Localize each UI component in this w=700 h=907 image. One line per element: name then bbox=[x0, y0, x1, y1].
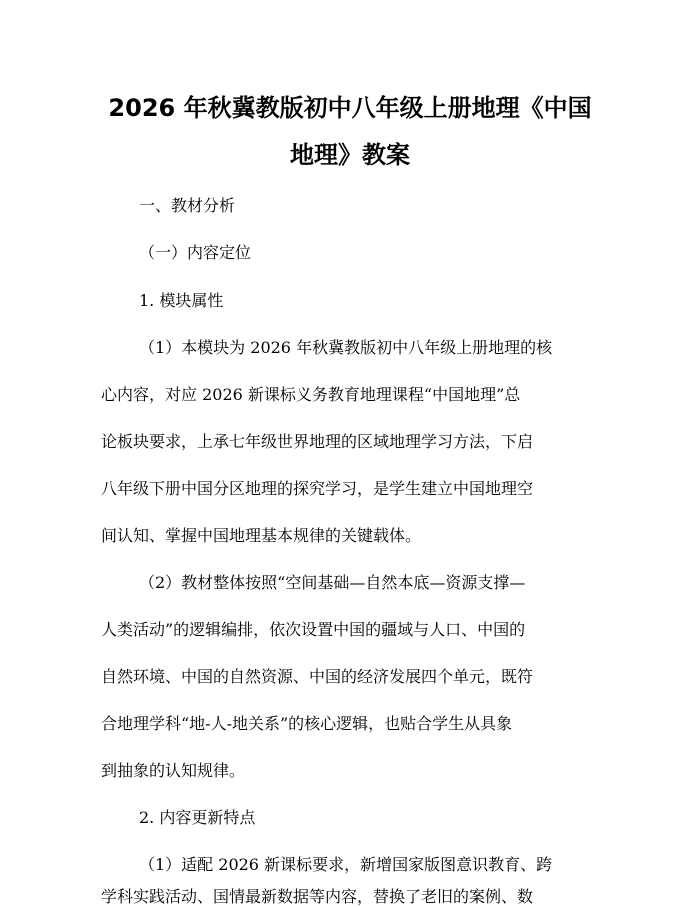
paragraph-1-line: 间认知、掌握中国地理基本规律的关键载体。 bbox=[101, 526, 422, 545]
paragraph-3-line: 学科实践活动、国情最新数据等内容，替换了老旧的案例、数 bbox=[101, 887, 534, 906]
paragraph-2-line: 合地理学科“地-人-地关系”的核心逻辑，也贴合学生从具象 bbox=[101, 714, 513, 733]
paragraph-1-line: （1）本模块为 2026 年秋冀教版初中八年级上册地理的核 bbox=[139, 338, 553, 357]
document-title-line-2: 地理》教案 bbox=[290, 141, 410, 169]
item-heading-content-update-features: 2. 内容更新特点 bbox=[139, 808, 256, 827]
paragraph-1-line: 论板块要求，上承七年级世界地理的区域地理学习方法，下启 bbox=[101, 432, 534, 451]
paragraph-2-line: 到抽象的认知规律。 bbox=[101, 761, 246, 780]
subsection-heading-content-positioning: （一）内容定位 bbox=[139, 243, 252, 262]
document-title-line-1: 2026 年秋冀教版初中八年级上册地理《中国 bbox=[108, 94, 592, 122]
item-heading-module-attribute: 1. 模块属性 bbox=[139, 291, 224, 310]
paragraph-2-line: 自然环境、中国的自然资源、中国的经济发展四个单元，既符 bbox=[101, 667, 534, 686]
section-heading-teaching-material-analysis: 一、教材分析 bbox=[139, 196, 236, 215]
paragraph-3-line: （1）适配 2026 新课标要求，新增国家版图意识教育、跨 bbox=[139, 855, 553, 874]
paragraph-1-line: 八年级下册中国分区地理的探究学习，是学生建立中国地理空 bbox=[101, 479, 534, 498]
paragraph-2-line: 人类活动”的逻辑编排，依次设置中国的疆域与人口、中国的 bbox=[101, 620, 526, 639]
paragraph-2-line: （2）教材整体按照“空间基础—自然本底—资源支撑— bbox=[139, 573, 526, 592]
paragraph-1-line: 心内容，对应 2026 新课标义务教育地理课程“中国地理”总 bbox=[101, 385, 521, 404]
